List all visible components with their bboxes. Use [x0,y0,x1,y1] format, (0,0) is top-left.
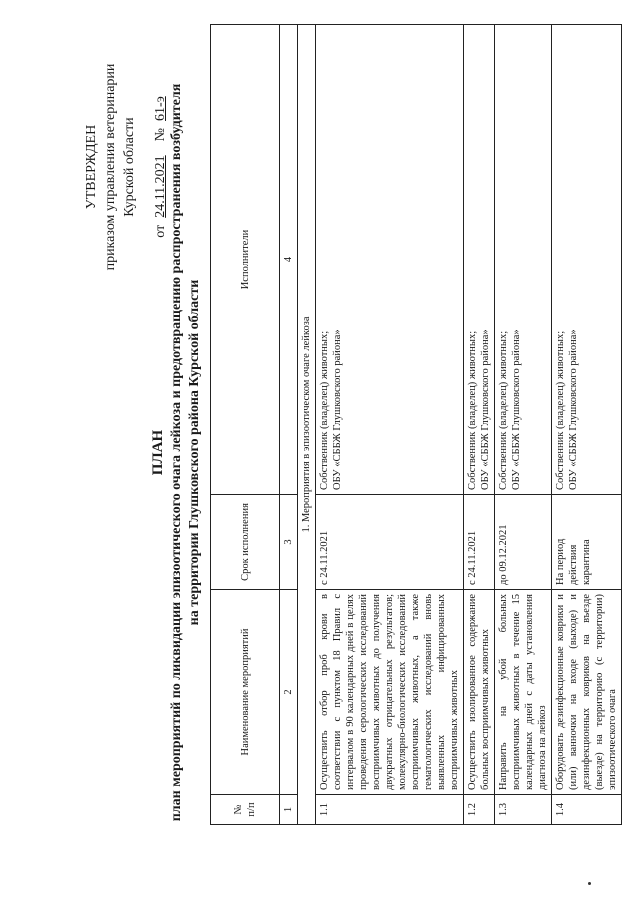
row-number: 1.1 [316,795,464,825]
approval-date-prefix: от [153,224,168,238]
column-number: 3 [280,495,298,590]
row-term: с 24.11.2021 [316,495,464,590]
table-row [464,25,495,825]
document-title: ПЛАН [150,429,166,476]
row-term: до 09.12.2021 [495,495,552,590]
row-executor-line: ОБУ «СББЖ Глушковского района» [568,329,579,490]
row-executor-line: Собственник (владелец) животных; [498,330,509,490]
row-executor [316,25,464,495]
row-executor [464,25,495,495]
column-number: 2 [280,590,298,795]
row-term: На период действия карантина [552,495,622,590]
row-executor-line: Собственник (владелец) животных; [467,330,478,490]
approval-number-prefix: № [153,127,168,142]
approval-number: 61-э [153,96,168,121]
row-executor [495,25,552,495]
table-header-row [211,25,280,825]
approval-line-1: приказом управления ветеринарии [103,63,118,271]
section-row [298,25,316,825]
row-executor-line: Собственник (владелец) животных; [555,330,566,490]
row-executor-line: ОБУ «СББЖ Глушковского района» [511,329,522,490]
approval-date: 24.11.2021 [153,155,168,218]
column-number: 4 [280,25,298,495]
row-executor-line: ОБУ «СББЖ Глушковского района» [480,329,491,490]
scan-speck [588,882,591,885]
row-measure: Осуществить отбор проб крови в соответствии с пунктом 18 Правил с интервалом в 90 календарных дней в целях проведения серологических исследований восприимчивых животных до получения двукратных отрицательных результатов; молекулярно-биологических исследований восприимчивых животных, а также гематологических исследований вновь выявленных инфицированных восприимчивых животных [316,590,464,795]
row-measure: Оборудовать дезинфекционные коврики и (или) ванночки на входе (выходе) и дезинфекционных ковриков на въезде (выезде) на территорию (с территории) эпизоотического очага [552,590,622,795]
column-number-row [280,25,298,825]
section-title: 1. Мероприятия в эпизоотическом очаге лейкоза [298,25,316,825]
approval-title: УТВЕРЖДЕН [84,124,99,210]
document-subtitle-line-1: план мероприятий по ликвидации эпизоотического очага лейкоза и предотвращению распространения возбудителя [169,83,184,822]
table-row [552,25,622,825]
approval-line-2: Курской области [122,117,137,217]
row-number: 1.3 [495,795,552,825]
column-number: 1 [280,795,298,825]
header-executor: Исполнители [211,25,280,495]
plan-table [210,24,622,825]
row-executor [552,25,622,495]
row-executor-line: Собственник (владелец) животных; [319,330,330,490]
header-num: № п/п [211,795,280,825]
row-executor-line: ОБУ «СББЖ Глушковского района» [332,329,343,490]
row-number: 1.2 [464,795,495,825]
table-row [316,25,464,825]
header-name: Наименование мероприятий [211,590,280,795]
row-measure: Осуществить изолированное содержание больных восприимчивых животных [464,590,495,795]
row-number: 1.4 [552,795,622,825]
document-subtitle-line-2: на территории Глушковского района Курской области [187,279,202,626]
row-measure: Направить на убой больных восприимчивых животных в течение 15 календарных дней с даты установления диагноза на лейкоз [495,590,552,795]
header-term: Срок исполнения [211,495,280,590]
table-row [495,25,552,825]
row-term: с 24.11.2021 [464,495,495,590]
document-subtitle [168,0,204,905]
